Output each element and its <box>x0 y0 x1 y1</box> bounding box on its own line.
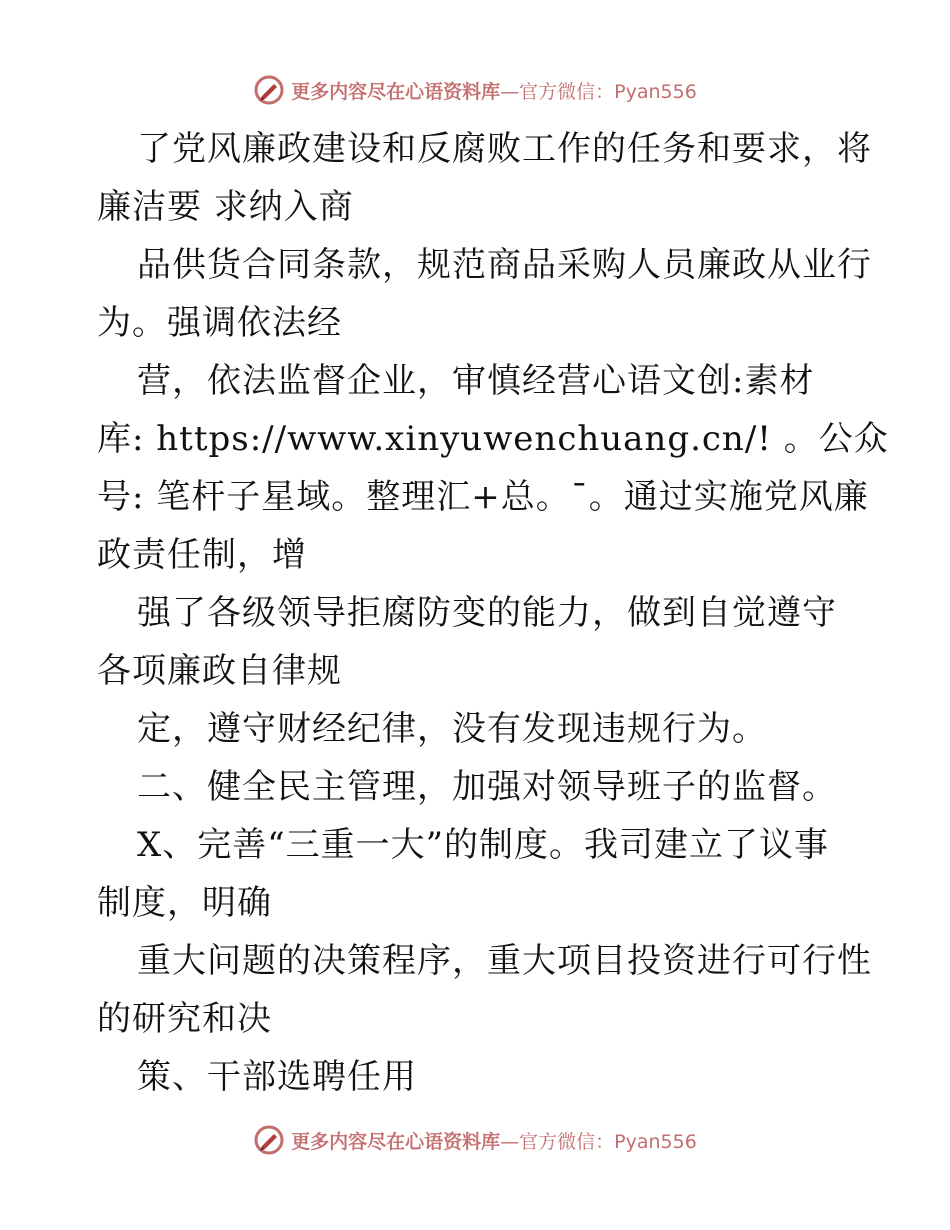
footer-watermark-banner <box>0 1120 950 1160</box>
paragraph-line: 各项廉政自律规 <box>97 651 342 691</box>
paragraph-line: 政责任制，增 <box>97 535 307 575</box>
pen-logo-icon <box>253 74 285 106</box>
paragraph-line: 营，依法监督企业，审慎经营心语文创:素材 <box>137 361 815 401</box>
document-body <box>97 120 889 1106</box>
header-banner-text <box>291 77 697 104</box>
paragraph-line: 的研究和决 <box>97 999 272 1039</box>
footer-banner-contact: —官方微信：Pyan556 <box>500 1130 697 1153</box>
footer-banner-text <box>291 1127 697 1154</box>
header-watermark-banner <box>0 70 950 110</box>
paragraph-line: 库: https://www.xinyuwenchuang.cn/! 。公众 <box>97 419 889 459</box>
paragraph-line: 品供货合同条款，规范商品采购人员廉政从业行 <box>137 245 872 285</box>
paragraph-line: 了党风廉政建设和反腐败工作的任务和要求，将 <box>137 129 872 169</box>
section-heading: 二、健全民主管理，加强对领导班子的监督。 <box>137 767 837 807</box>
paragraph-line: 廉洁要 求纳入商 <box>97 187 354 227</box>
paragraph-line: 重大问题的决策程序，重大项目投资进行可行性 <box>137 941 872 981</box>
paragraph-line: 强了各级领导拒腐防变的能力，做到自觉遵守 <box>137 593 837 633</box>
paragraph-line: 定，遵守财经纪律，没有发现违规行为。 <box>137 709 767 749</box>
paragraph-line: 为。强调依法经 <box>97 303 342 343</box>
pen-logo-icon <box>253 1124 285 1156</box>
paragraph-line: 制度，明确 <box>97 883 272 923</box>
paragraph-line: 策、干部选聘任用 <box>137 1057 417 1097</box>
paragraph-line: X、完善“三重一大”的制度。我司建立了议事 <box>137 825 829 865</box>
footer-banner-lead: 更多内容尽在心语资料库 <box>291 1130 501 1153</box>
header-banner-contact: —官方微信：Pyan556 <box>500 80 697 103</box>
paragraph-line: 号: 笔杆子星域。整理汇+总。¯。通过实施党风廉 <box>97 477 869 517</box>
header-banner-lead: 更多内容尽在心语资料库 <box>291 80 501 103</box>
